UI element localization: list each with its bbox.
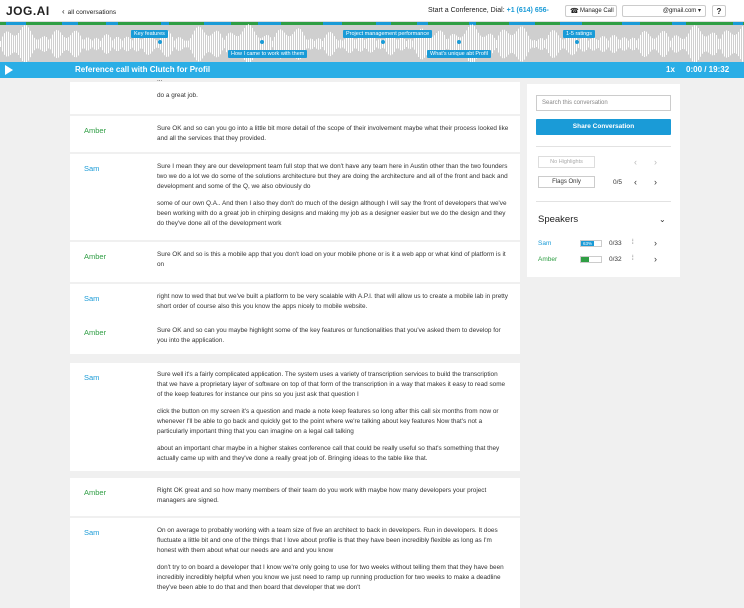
- transcript-block: [70, 116, 520, 152]
- play-icon[interactable]: [5, 65, 13, 75]
- chevron-left-icon: ‹: [62, 7, 65, 16]
- side-panel: [527, 84, 680, 277]
- manage-call-label: Manage Call: [580, 8, 614, 14]
- waveform[interactable]: [0, 22, 744, 62]
- waveform-timeline[interactable]: [0, 22, 744, 62]
- dial-label: Start a Conference, Dial:: [428, 7, 505, 14]
- speaker-row-name: Amber: [538, 256, 558, 263]
- next-speaker-icon[interactable]: ›: [654, 238, 657, 248]
- transcript-block: [70, 154, 520, 240]
- dial-number[interactable]: +1 (614) 656-: [506, 7, 549, 14]
- chevron-down-icon[interactable]: ⌄: [659, 215, 666, 224]
- search-input[interactable]: Search this conversation: [536, 95, 671, 111]
- transcript-block: [70, 478, 520, 516]
- share-conversation-button[interactable]: Share Conversation: [536, 119, 671, 135]
- transcript-block: [70, 518, 520, 608]
- logo: JOG.AI: [6, 4, 50, 18]
- utterance-text[interactable]: [157, 91, 510, 108]
- marker-ratings[interactable]: 1-5 ratings: [563, 30, 595, 38]
- cut-line: ...: [157, 76, 163, 83]
- bar-icon: ⦙: [632, 239, 634, 246]
- speaker-name[interactable]: Amber: [84, 126, 107, 135]
- caret-down-icon: ▾: [697, 8, 701, 14]
- top-header: [0, 0, 744, 22]
- flags-only-button[interactable]: Flags Only: [538, 176, 595, 188]
- back-label: all conversations: [67, 9, 117, 16]
- conversation-title: Reference call with Clutch for Profil: [75, 65, 211, 74]
- utterance-paragraph: click the button on my screen it's a question and made a note keep features so long after this call six months from now or whenever I'll be able to go back and quickly get to the point where we're talking about key features Now that's not a particularly important thing that you can imagine on a legal call talking: [157, 408, 499, 435]
- speaker-row-name: Sam: [538, 240, 552, 247]
- speaker-row-amber[interactable]: [538, 255, 673, 265]
- no-highlights-button[interactable]: No Highlights: [538, 156, 595, 168]
- utterance-text[interactable]: [157, 124, 510, 151]
- divider: [536, 146, 671, 147]
- utterance-paragraph: about an important char maybe in a higher stakes conference call that could be really useful so that's something that they actually came up with and they've done a really great job of. Bringing ideas to the table like that.: [157, 445, 500, 462]
- all-conversations-link[interactable]: [62, 7, 116, 16]
- speaker-name[interactable]: Sam: [84, 164, 100, 173]
- utterance-paragraph: Sure well it's a fairly complicated application. The system uses a variety of transcription services to build the transcription that we have a proprietary layer of software on top of that form of the transcription in a way that makes it easy to read some of the keep features for instance our pins so you just ask that question I: [157, 371, 506, 398]
- utterance-paragraph: Sure OK and so can you maybe highlight some of the key features or functionalities that you've asked them to develop for you into the application.: [157, 327, 501, 344]
- speaker-share-pct: 63%: [583, 241, 593, 246]
- speaker-name[interactable]: Sam: [84, 528, 100, 537]
- marker-how-work[interactable]: How I came to work with them: [228, 50, 307, 58]
- utterance-text[interactable]: [157, 292, 510, 319]
- speaker-name[interactable]: Sam: [84, 373, 100, 382]
- speaker-name[interactable]: Amber: [84, 488, 107, 497]
- speaker-share-fill: [581, 257, 589, 262]
- speaker-name[interactable]: Amber: [84, 252, 107, 261]
- dial-info: [428, 7, 549, 14]
- utterance-paragraph: do a great job.: [157, 92, 198, 99]
- manage-call-button[interactable]: [565, 5, 617, 17]
- next-speaker-icon[interactable]: ›: [654, 254, 657, 264]
- utterance-text[interactable]: [157, 486, 510, 513]
- speaker-flag-count: 0/33: [609, 240, 622, 247]
- speakers-title: Speakers: [538, 214, 579, 225]
- speaker-flag-count: 0/32: [609, 256, 622, 263]
- transcript-block: [70, 318, 520, 354]
- utterance-text[interactable]: [157, 250, 510, 277]
- divider: [536, 201, 671, 202]
- utterance-text[interactable]: [157, 162, 510, 236]
- utterance-paragraph: Right OK great and so how many members of their team do you work with maybe how many developers your project managers are signed.: [157, 487, 487, 504]
- speaker-share-bar: [580, 256, 602, 263]
- transcript-block: [70, 76, 520, 114]
- utterance-paragraph: some of our own Q.A.. And then I also they don't do much of the design although I will say the front of developers that we've been working with do a great job in chirping designs and making my job as a designer easier but we do the design and they do they've done all of the development work: [157, 200, 507, 227]
- bar-icon: ⦙: [632, 255, 634, 262]
- utterance-paragraph: Sure I mean they are our development team full stop that we don't have any team here in Austin other than the two founders two we do a lot we do some of the solutions architecture but they are doing the architecture and all of the front and back and development and some of the Q, we also obviously do: [157, 163, 508, 190]
- transcript: [70, 76, 520, 600]
- speaker-name[interactable]: Sam: [84, 294, 100, 303]
- prev-highlight-icon[interactable]: ‹: [634, 157, 637, 167]
- utterance-paragraph: Sure OK and so can you go into a little bit more detail of the scope of their involvement maybe what their process looked like and all the services that they provided.: [157, 125, 509, 142]
- playback-speed[interactable]: 1x: [666, 65, 675, 74]
- prev-flag-icon[interactable]: ‹: [634, 177, 637, 187]
- utterance-text[interactable]: [157, 326, 510, 353]
- marker-unique[interactable]: What's unique abt Profil: [427, 50, 491, 58]
- user-email: @gmail.com: [662, 8, 697, 14]
- phone-icon: ☎: [570, 8, 579, 15]
- next-flag-icon[interactable]: ›: [654, 177, 657, 187]
- marker-key-features[interactable]: Key features: [131, 30, 168, 38]
- speaker-row-sam[interactable]: [538, 239, 673, 249]
- utterance-paragraph: On on average to probably working with a team size of five an architect to back in developers. Run in developers. It does fluctuate a little bit and one of the things that I love about profile is that they have been incredibly flexible as long as I'm honest with them about what our needs are and and you know: [157, 527, 498, 554]
- next-highlight-icon[interactable]: ›: [654, 157, 657, 167]
- playback-time: 0:00 / 19:32: [686, 65, 730, 74]
- utterance-paragraph: don't try to on board a developer that I know we're only going to use for two weeks without telling them that they have been incredibly incredibly helpful when you know we just need to ramp up running production for two weeks to make a deadline they've been able to do that and then board that developer that we don't: [157, 564, 504, 591]
- speaker-share-bar: [580, 240, 602, 247]
- utterance-paragraph: Sure OK and so is this a mobile app that you don't load on your mobile phone or is it a web app or what kind of platform is it on: [157, 251, 506, 268]
- speaker-name[interactable]: Amber: [84, 328, 107, 337]
- utterance-text[interactable]: [157, 526, 510, 600]
- utterance-text[interactable]: [157, 370, 510, 471]
- transcript-block: [70, 363, 520, 471]
- flag-count: 0/5: [613, 179, 623, 186]
- utterance-paragraph: right now to wed that but we've built a platform to be very scalable with A.P.I. that will allow us to create a mobile lab in pretty short order of course also this you know the apps nicely to mobile website.: [157, 293, 508, 310]
- user-menu[interactable]: [622, 5, 706, 17]
- transcript-block: [70, 242, 520, 282]
- player-bar: [0, 62, 744, 78]
- help-button[interactable]: ?: [712, 5, 726, 17]
- marker-pm-performance[interactable]: Project management performance: [343, 30, 432, 38]
